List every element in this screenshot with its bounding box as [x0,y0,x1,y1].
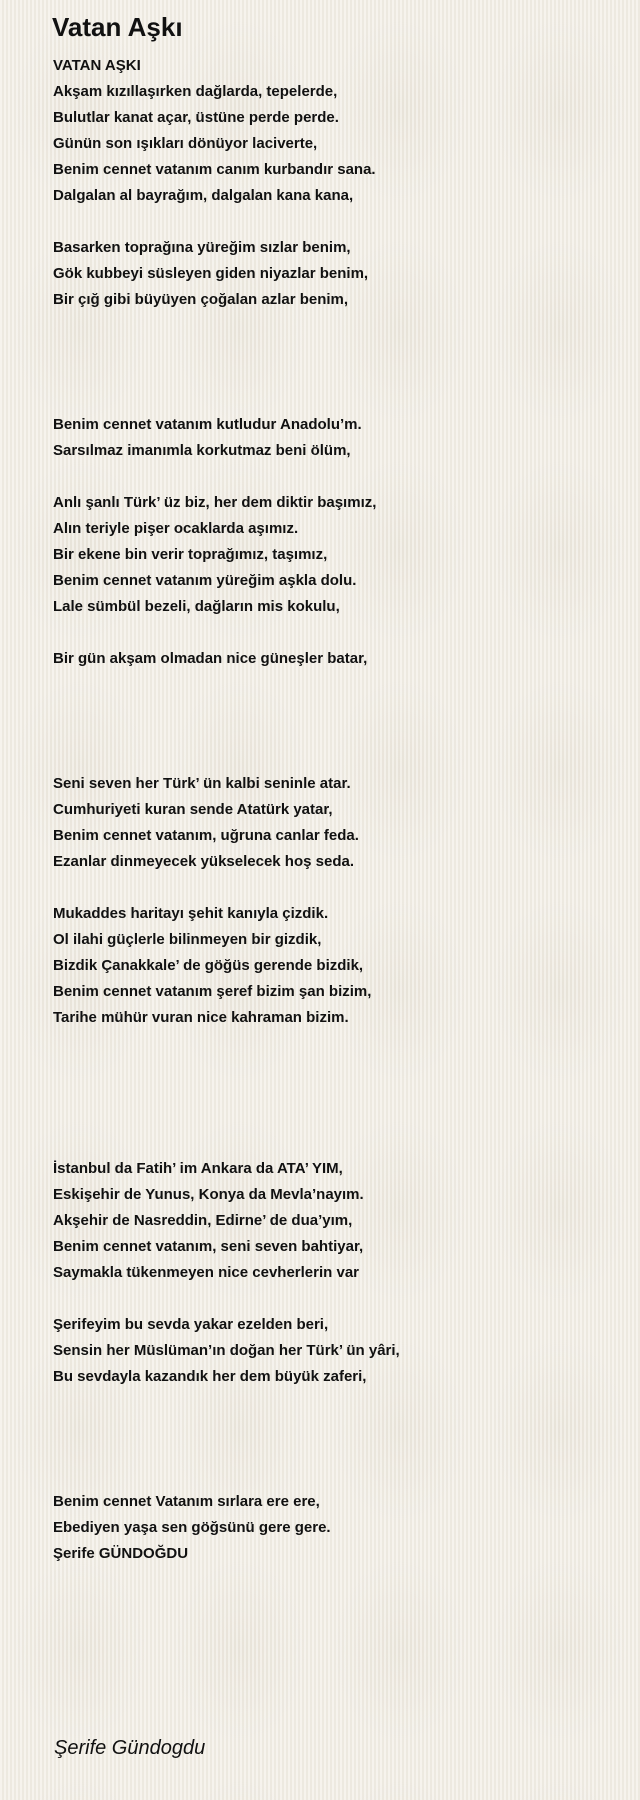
poem-line: Basarken toprağına yüreğim sızlar benim, [53,239,351,256]
poem-line: Gök kubbeyi süsleyen giden niyazlar benim, [53,265,369,282]
poem-line: Mukaddes haritayı şehit kanıyla çizdik. [53,905,329,922]
stanza-gap [53,875,613,901]
poem-line: İstanbul da Fatih’ im Ankara da ATA’ YIM, [53,1160,343,1177]
poem-line: Benim cennet vatanım yüreğim aşkla dolu. [53,572,357,589]
poem-line: Lale sümbül bezeli, dağların mis kokulu, [53,598,340,615]
poem-line: Benim cennet vatanım şeref bizim şan bizim, [53,983,372,1000]
poem-line: Akşam kızıllaşırken dağlarda, tepelerde, [53,83,338,100]
poem-line: Saymakla tükenmeyen nice cevherlerin var [53,1264,360,1281]
poem-line: Seni seven her Türk’ ün kalbi seninle atar. [53,775,351,792]
poem-line: Bizdik Çanakkale’ de göğüs gerende bizdik, [53,957,364,974]
poem-line: Benim cennet vatanım, seni seven bahtiyar, [53,1238,364,1255]
poem-line: Dalgalan al bayrağım, dalgalan kana kana, [53,187,354,204]
section-gap [53,1390,613,1489]
stanza-gap [53,1286,613,1312]
poem-heading: VATAN AŞKI [53,57,141,74]
poem-line: Alın teriyle pişer ocaklarda aşımız. [53,520,299,537]
page-title: Vatan Aşkı [52,12,183,42]
poem-line: Akşehir de Nasreddin, Edirne’ de dua’yım, [53,1212,353,1229]
poem-line: Ezanlar dinmeyecek yükselecek hoş seda. [53,853,355,870]
poem-line: Tarihe mühür vuran nice kahraman bizim. [53,1009,349,1026]
poem-line: Şerifeyim bu sevda yakar ezelden beri, [53,1316,329,1333]
stanza-gap [53,1130,613,1156]
stanza-gap [53,209,613,235]
poem-line: Bir çığ gibi büyüyen çoğalan azlar benim, [53,291,349,308]
poem-line: Benim cennet vatanım, uğruna canlar feda. [53,827,359,844]
poem-line: Sensin her Müslüman’ın doğan her Türk’ ün yâri, [53,1342,400,1359]
section-gap [53,313,613,412]
poem-line: Bir gün akşam olmadan nice güneşler batar, [53,650,368,667]
poem-body [53,53,613,1567]
section-gap [53,672,613,771]
poem-line: Bu sevdayla kazandık her dem büyük zaferi, [53,1368,367,1385]
stanza-gap [53,620,613,646]
poem-line: Benim cennet Vatanım sırlara ere ere, [53,1493,320,1510]
poem-line: Anlı şanlı Türk’ üz biz, her dem diktir başımız, [53,494,377,511]
poem-line: Sarsılmaz imanımla korkutmaz beni ölüm, [53,442,351,459]
section-gap [53,1031,613,1130]
poem-line: Eskişehir de Yunus, Konya da Mevla’nayım. [53,1186,364,1203]
poem-line: Bir ekene bin verir toprağımız, taşımız, [53,546,328,563]
author-name[interactable]: Şerife Gündogdu [54,1737,206,1759]
poem-line: Benim cennet vatanım kutludur Anadolu’m. [53,416,362,433]
poem-line: Ol ilahi güçlerle bilinmeyen bir gizdik, [53,931,322,948]
poem-line: Bulutlar kanat açar, üstüne perde perde. [53,109,339,126]
poem-signature: Şerife GÜNDOĞDU [53,1545,189,1562]
poem-line: Cumhuriyeti kuran sende Atatürk yatar, [53,801,333,818]
poem-line: Ebediyen yaşa sen göğsünü gere gere. [53,1519,331,1536]
poem-line: Günün son ışıkları dönüyor laciverte, [53,135,318,152]
stanza-gap [53,464,613,490]
poem-line: Benim cennet vatanım canım kurbandır sana. [53,161,376,178]
